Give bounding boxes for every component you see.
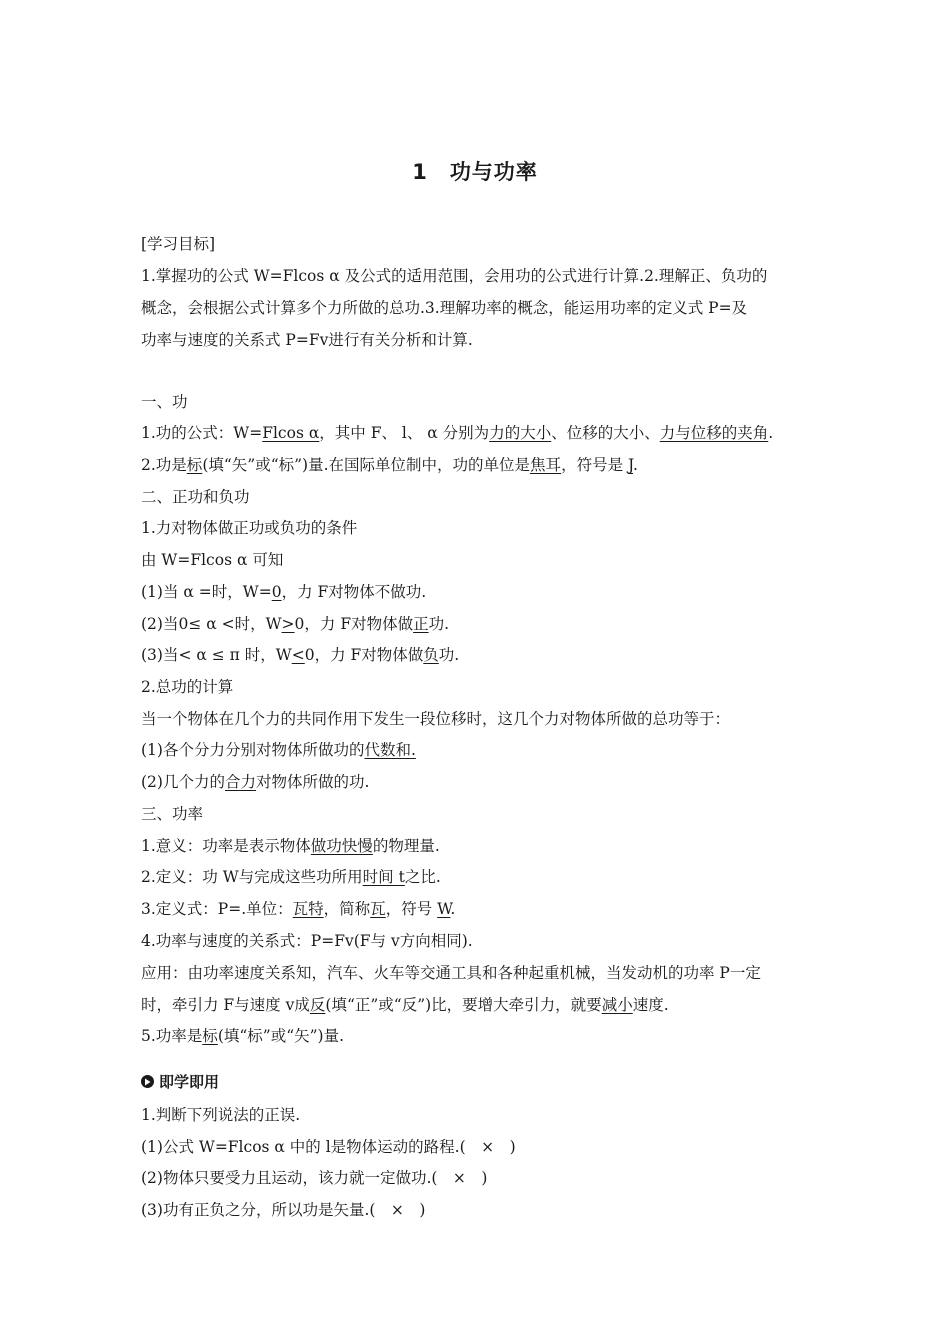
blank-answer: Flcos α xyxy=(262,424,320,442)
text-line: 1.意义：功率是表示物体做功快慢的物理量. xyxy=(141,837,440,855)
blank-answer: 做功快慢 xyxy=(310,837,373,855)
text-line: 3.定义式：P=.单位：瓦特，简称瓦，符号 W. xyxy=(141,900,456,918)
blank-answer: 时间 t xyxy=(362,868,405,886)
text-line: 当一个物体在几个力的共同作用下发生一段位移时，这几个力对物体所做的总功等于： xyxy=(141,710,731,728)
text-line: (1)各个分力分别对物体所做功的代数和. xyxy=(141,741,416,759)
blank-answer: 瓦 xyxy=(370,900,386,918)
blank-answer: 力与位移的夹角 xyxy=(659,424,769,442)
text-line: 2.定义：功 W与完成这些功所用时间 t之比. xyxy=(141,868,441,886)
blank-answer: 瓦特 xyxy=(292,900,324,918)
condition-line: (2)当0≤ α <时，W>0，力 F对物体做正功. xyxy=(141,615,450,633)
practice-heading-label: 即学即用 xyxy=(159,1073,220,1091)
blank-answer: > xyxy=(281,615,295,633)
blank-answer: W xyxy=(437,900,451,918)
blank-answer: 力的大小 xyxy=(489,424,552,442)
blank-answer: 反 xyxy=(309,996,326,1014)
blank-answer: 焦耳 xyxy=(530,456,562,474)
blank-answer: < xyxy=(291,646,305,664)
text-line: 4.功率与速度的关系式：P=Fv(F与 v方向相同). xyxy=(141,932,473,950)
title-text: 功与功率 xyxy=(449,160,538,184)
judgement-item: (2)物体只要受力且运动，该力就一定做功.( × ) xyxy=(141,1169,488,1187)
blank-answer: 合力 xyxy=(224,773,256,791)
practice-heading xyxy=(141,1071,219,1092)
objectives-heading: [学习目标] xyxy=(141,235,216,253)
subheading: 2.总功的计算 xyxy=(141,678,234,696)
question-intro: 1.判断下列说法的正误. xyxy=(141,1106,301,1124)
page-title xyxy=(0,156,950,186)
blank-answer: 正 xyxy=(413,615,429,633)
play-circle-icon xyxy=(141,1075,154,1088)
title-number: 1 xyxy=(412,160,428,184)
text-line: 时，牵引力 F与速度 v成反(填“正”或“反”)比，要增大牵引力，就要减小速度. xyxy=(141,996,669,1014)
blank-answer: 0 xyxy=(271,583,282,601)
work-unit-line: 2.功是标(填“矢”或“标”)量.在国际单位制中，功的单位是焦耳，符号是 J. xyxy=(141,456,638,474)
blank-answer: 标 xyxy=(202,1027,218,1045)
blank-answer: 减小 xyxy=(601,996,633,1014)
judgement-item: (3)功有正负之分，所以功是矢量.( × ) xyxy=(141,1201,426,1219)
objective-line: 概念，会根据公式计算多个力所做的总功.3.理解功率的概念，能运用功率的定义式 P=及 xyxy=(141,299,748,317)
text-line: 5.功率是标(填“标”或“矢”)量. xyxy=(141,1027,345,1045)
objective-line: 功率与速度的关系式 P=Fv进行有关分析和计算. xyxy=(141,331,473,349)
objective-line: 1.掌握功的公式 W=Flcos α 及公式的适用范围，会用功的公式进行计算.2.理解正、负功的 xyxy=(141,267,768,285)
section-heading-pos-neg: 二、正功和负功 xyxy=(141,488,250,506)
condition-line: (1)当 α =时，W=0，力 F对物体不做功. xyxy=(141,583,427,601)
text-line: 由 W=Flcos α 可知 xyxy=(141,551,284,569)
condition-line: (3)当< α ≤ π 时，W<0，力 F对物体做负功. xyxy=(141,646,460,664)
blank-answer: 标 xyxy=(186,456,203,474)
section-heading-power: 三、功率 xyxy=(141,805,204,823)
section-heading-work: 一、功 xyxy=(141,393,188,411)
text-line: 应用：由功率速度关系知，汽车、火车等交通工具和各种起重机械，当发动机的功率 P一定 xyxy=(141,964,761,982)
blank-answer: J xyxy=(628,456,634,474)
text-line: (2)几个力的合力对物体所做的功. xyxy=(141,773,370,791)
blank-answer: 代数和. xyxy=(364,741,416,759)
subheading: 1.力对物体做正功或负功的条件 xyxy=(141,519,358,537)
blank-answer: 负 xyxy=(423,646,439,664)
work-formula-line: 1.功的公式：W=Flcos α，其中 F、 l、 α 分别为力的大小、位移的大小、力与位移的夹角. xyxy=(141,424,774,442)
judgement-item: (1)公式 W=Flcos α 中的 l是物体运动的路程.( × ) xyxy=(141,1138,516,1156)
